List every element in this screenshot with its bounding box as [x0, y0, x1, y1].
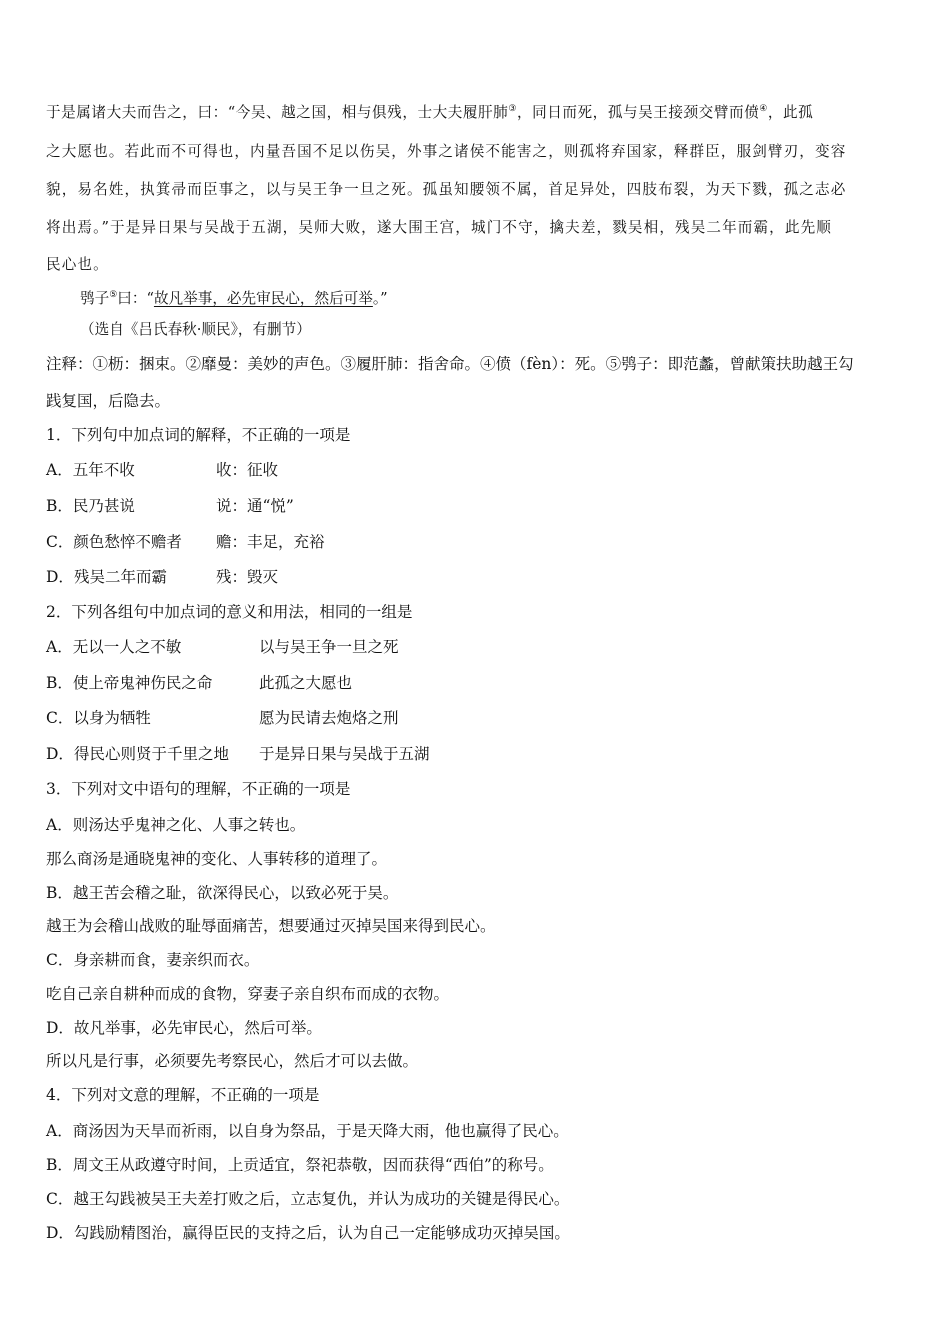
quote-close: 。”	[372, 290, 388, 307]
q2-option-c[interactable]	[46, 706, 399, 728]
passage-line-1	[46, 101, 813, 122]
note-marker-4: ④	[759, 104, 768, 115]
option-gloss: 愿为民请去炮烙之刑	[259, 709, 399, 727]
option-gloss: 以与吴王争一旦之死	[259, 638, 399, 656]
q3-stem: 3．下列对文中语句的理解，不正确的一项是	[46, 780, 351, 798]
option-gloss: 说：通“悦”	[216, 497, 294, 515]
q1-option-c[interactable]	[46, 530, 325, 552]
option-text: 无以一人之不敏	[72, 638, 182, 656]
q3-option-c-translation: 吃自己亲自耕种而成的食物，穿妻子亲自织布而成的衣物。	[46, 985, 450, 1003]
notes-line-1: 注释：①枥：捆束。②靡曼：美妙的声色。③履肝肺：指舍命。④偾（fèn）：死。⑤鸮子：即范蠡，曾献策扶助越王勾	[46, 355, 854, 373]
source-citation: （选自《吕氏春秋·顺民》，有删节）	[80, 321, 311, 338]
q2-stem: 2．下列各组句中加点词的意义和用法，相同的一组是	[46, 603, 413, 621]
option-label: C．	[46, 709, 74, 727]
option-text: 残吴二年而霸	[73, 568, 167, 586]
notes-line-2: 践复国，后隐去。	[46, 392, 171, 410]
q1-option-d[interactable]	[46, 565, 279, 587]
quote-open: 曰：“	[117, 290, 154, 307]
option-text: 颜色愁悴不赡者	[73, 533, 182, 551]
passage-line-1-text-b: ，同日而死，孤与吴王接颈交臂而偾	[516, 104, 760, 121]
q1-option-b[interactable]	[46, 494, 294, 516]
q4-stem: 4．下列对文意的理解，不正确的一项是	[46, 1086, 320, 1104]
option-text: 民乃甚说	[72, 497, 135, 515]
option-text: 五年不收	[72, 461, 135, 479]
quote-underlined-text: 故凡举事，必先审民心，然后可举	[153, 290, 373, 307]
passage-line-1-text-c: ，此孤	[767, 104, 814, 121]
passage-line-2: 之大愿也。若此而不可得也，内量吾国不足以伤吴，外事之诸侯不能害之，则孤将弃国家，释群臣，服剑臂刃，变容	[46, 143, 847, 160]
q3-option-d-translation: 所以凡是行事，必须要先考察民心，然后才可以去做。	[46, 1052, 419, 1070]
option-label: A．	[46, 638, 73, 656]
q2-option-d[interactable]	[46, 742, 430, 764]
note-marker-5: ⑤	[109, 290, 118, 301]
q3-option-d[interactable]: D．故凡举事，必先审民心，然后可举。	[46, 1019, 322, 1037]
quote-speaker: 鸮子	[80, 290, 110, 307]
q1-stem: 1．下列句中加点词的解释，不正确的一项是	[46, 426, 351, 444]
option-text: 使上帝鬼神伤民之命	[72, 674, 213, 692]
passage-line-3: 貌，易名姓，执箕帚而臣事之，以与吴王争一旦之死。孤虽知腰领不属，首足异处，四肢布裂，为天下戮，孤之志必	[46, 181, 847, 198]
q2-option-b[interactable]	[46, 671, 353, 693]
q4-option-c[interactable]: C．越王勾践被吴王夫差打败之后，立志复仇，并认为成功的关键是得民心。	[46, 1190, 570, 1208]
q3-option-c[interactable]: C．身亲耕而食，妻亲织而衣。	[46, 951, 260, 969]
fanli-quote	[80, 287, 388, 308]
passage-line-1-text-a: 于是属诸大夫而告之，曰：“今吴、越之国，相与俱残，士大夫履肝肺	[46, 104, 509, 121]
q2-option-a[interactable]	[46, 635, 399, 657]
option-text: 得民心则贤于千里之地	[73, 745, 229, 763]
q3-option-a-translation: 那么商汤是通晓鬼神的变化、人事转移的道理了。	[46, 850, 388, 868]
option-gloss: 收：征收	[216, 461, 279, 479]
option-text: 以身为牺牲	[73, 709, 151, 727]
q3-option-b-translation: 越王为会稽山战败的耻辱面痛苦，想要通过灭掉吴国来得到民心。	[46, 917, 496, 935]
option-label: B．	[46, 497, 73, 515]
q3-option-b[interactable]: B．越王苦会稽之耻，欲深得民心，以致必死于吴。	[46, 884, 399, 902]
note-marker-3: ③	[508, 104, 517, 115]
option-gloss: 此孤之大愿也	[259, 674, 353, 692]
q4-option-d[interactable]: D．勾践励精图治，赢得臣民的支持之后，认为自己一定能够成功灭掉吴国。	[46, 1224, 570, 1242]
option-gloss: 于是异日果与吴战于五湖	[259, 745, 430, 763]
q3-option-a[interactable]: A．则汤达乎鬼神之化、人事之转也。	[46, 816, 306, 834]
option-label: A．	[46, 461, 73, 479]
passage-line-5: 民心也。	[46, 256, 109, 273]
option-label: D．	[46, 745, 74, 763]
q1-option-a[interactable]	[46, 458, 279, 480]
option-gloss: 赡：丰足，充裕	[216, 533, 325, 551]
q4-option-a[interactable]: A．商汤因为天旱而祈雨，以自身为祭品，于是天降大雨，他也赢得了民心。	[46, 1122, 569, 1140]
option-label: D．	[46, 568, 74, 586]
q4-option-b[interactable]: B．周文王从政遵守时间，上贡适宜，祭祀恭敬，因而获得“西伯”的称号。	[46, 1156, 554, 1174]
option-label: B．	[46, 674, 73, 692]
passage-line-4: 将出焉。”于是异日果与吴战于五湖，吴师大败，遂大围王宫，城门不守，擒夫差，戮吴相，残吴二年而霸，此先顺	[46, 219, 832, 236]
option-gloss: 残：毁灭	[216, 568, 279, 586]
option-label: C．	[46, 533, 74, 551]
